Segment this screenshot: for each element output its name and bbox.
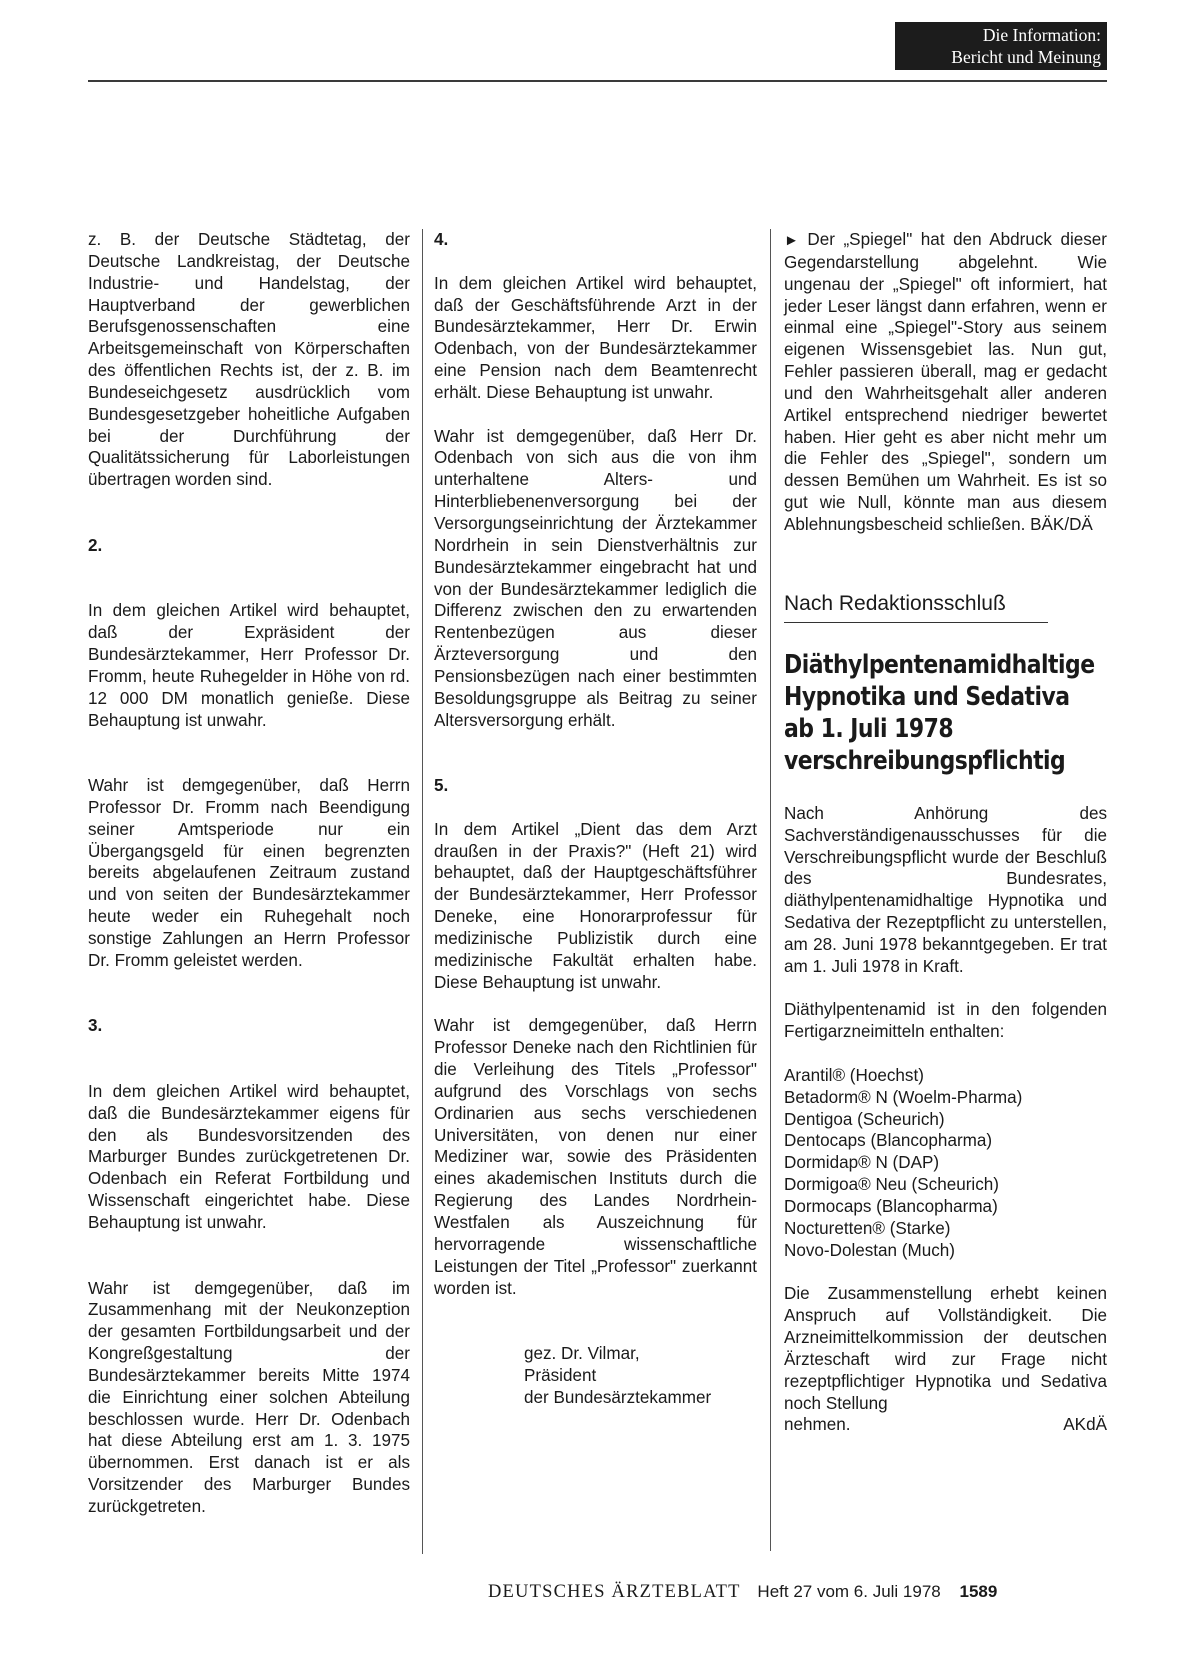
column-divider xyxy=(422,229,423,1554)
page-number: 1589 xyxy=(959,1582,998,1601)
paragraph: In dem gleichen Artikel wird behauptet, daß der Geschäftsführende Arzt in der Bundesärztekammer, Herr Dr. Erwin Odenbach, von der Bundesärztekammer eine Pension nach dem Beamtenrecht erhält. Diese Behauptung ist unwahr. xyxy=(434,273,757,402)
signature-block xyxy=(524,1343,757,1409)
page-footer xyxy=(488,1581,1107,1603)
list-item: Dormidap® N (DAP) xyxy=(784,1153,940,1173)
paragraph-endline xyxy=(784,1414,1107,1436)
column-1 xyxy=(88,229,410,1540)
list-item: Betadorm® N (Woelm-Pharma) xyxy=(784,1087,1023,1107)
author-sign: BÄK/DÄ xyxy=(1030,514,1093,534)
column-2 xyxy=(434,229,757,1409)
paragraph: Nach Anhörung des Sachverständigenausschusses für die Verschreibungspflicht wurde der Beschluß des Bundesrates, diäthylpentenamidhaltige Hypnotika und Sedativa der Rezeptpflicht zu unterstellen, am 28. Juni 1978 bekanntgegeben. Er trat am 1. Juli 1978 in Kraft. xyxy=(784,803,1107,976)
signature-name: gez. Dr. Vilmar, xyxy=(524,1344,640,1364)
paragraph xyxy=(784,229,1107,536)
paragraph: In dem gleichen Artikel wird behauptet, daß die Bundesärztekammer eigens für den als Bundesvorsitzenden des Marburger Bundes zurückgetretenen Dr. Odenbach ein Referat Fortbildung und Wissenschaft eingerichtet habe. Diese Behauptung ist unwahr. xyxy=(88,1081,410,1232)
paragraph: Diäthylpentenamid ist in den folgenden Fertigarzneimitteln enthalten: xyxy=(784,1000,1107,1042)
signature-title: Präsident xyxy=(524,1365,597,1385)
headline-line: Diäthylpentenamidhaltige xyxy=(784,649,1095,680)
paragraph: z. B. der Deutsche Städtetag, der Deutsche Landkreistag, der Deutsche Industrie- und Handelstag, der Hauptverband der gewerblichen Berufsgenossenschaften eine Arbeitsgemeinschaft von Körperschaften des öffentlichen Rechts ist, der z. B. im Bundeseichgesetz ausdrücklich vom Bundesgesetzgeber hoheitliche Aufgaben bei der Durchführung der Qualitätssicherung für Laborleistungen übertragen worden sind. xyxy=(88,230,410,490)
paragraph: In dem Artikel „Dient das dem Arzt draußen in der Praxis?" (Heft 21) wird behauptet, daß der Hauptgeschäftsführer der Bundesärztekammer, Herr Professor Deneke, eine Honorarprofessur für medizinische Publizistik durch eine medizinische Fakultät erhalten habe. Diese Behauptung ist unwahr. xyxy=(434,819,757,992)
rubric-heading: Nach Redaktionsschluß xyxy=(784,590,1048,623)
section-badge xyxy=(895,22,1107,70)
headline-line: Hypnotika und Sedativa xyxy=(784,681,1070,712)
list-item: Arantil® (Hoechst) xyxy=(784,1065,924,1085)
section-number: 5. xyxy=(434,776,449,796)
signature-organization: der Bundesärztekammer xyxy=(524,1387,712,1407)
list-item: Dormigoa® Neu (Scheurich) xyxy=(784,1175,999,1195)
section-number: 2. xyxy=(88,535,103,555)
column-3 xyxy=(784,229,1107,1436)
section-badge-line2: Bericht und Meinung xyxy=(951,47,1101,67)
list-item: Dentigoa (Scheurich) xyxy=(784,1109,945,1129)
list-item: Nocturetten® (Starke) xyxy=(784,1218,951,1238)
journal-name: DEUTSCHES ÄRZTEBLATT xyxy=(488,1582,741,1602)
list-item: Dentocaps (Blancopharma) xyxy=(784,1131,993,1151)
arrow-icon: ► xyxy=(784,232,799,249)
paragraph: Die Zusammenstellung erhebt keinen Anspruch auf Vollständigkeit. Die Arzneimittelkommission der deutschen Ärzteschaft wird zur Frage nicht rezeptpflichtiger Hypnotika und Sedativa noch Stellung xyxy=(784,1284,1107,1413)
paragraph: Wahr ist demgegenüber, daß im Zusammenhang mit der Neukonzeption der gesamten Fortbildungsarbeit und der Kongreßgestaltung der Bundesärztekammer bereits Mitte 1974 die Einrichtung einer solchen Abteilung beschlossen wurde. Herr Dr. Odenbach hat diese Abteilung erst am 1. 3. 1975 übernommen. Erst danach ist er als Vorsitzender des Marburger Bundes zurückgetreten. xyxy=(88,1278,410,1516)
author-sign: AKdÄ xyxy=(1063,1415,1107,1435)
header-rule xyxy=(88,80,1107,82)
section-number: 4. xyxy=(434,230,449,249)
section-number: 3. xyxy=(88,1016,103,1036)
section-badge-line1: Die Information: xyxy=(982,25,1101,45)
issue-info: Heft 27 vom 6. Juli 1978 xyxy=(757,1582,941,1601)
paragraph-end: nehmen. xyxy=(784,1415,851,1435)
headline-line: verschreibungspflichtig xyxy=(784,745,1066,776)
paragraph: Wahr ist demgegenüber, daß Herr Dr. Odenbach von sich aus die von ihm unterhaltene Alters- und Hinterbliebenenversorgung bei der Versorgungseinrichtung der Ärztekammer Nordrhein in sein Dienstverhältnis zur Bundesärztekammer eingebracht hat und von der Bundesärztekammer lediglich die Differenz zwischen den zu erwartenden Rentenbezügen aus dieser Ärzteversorgung und den Pensionsbezügen nach einer bestimmten Besoldungsgruppe als Beitrag zu seiner Altersversorgung erhält. xyxy=(434,426,757,730)
list-item: Dormocaps (Blancopharma) xyxy=(784,1197,998,1216)
list-item: Novo-Dolestan (Much) xyxy=(784,1240,955,1260)
article-headline xyxy=(784,649,1111,777)
drug-list xyxy=(784,1065,1107,1262)
paragraph-text: Der „Spiegel" hat den Abdruck dieser Gegendarstellung abgelehnt. Wie ungenau der „Spiegel" oft informiert, hat jeder Leser längst dann erfahren, wenn er einmal eine „Spiegel"-Story aus seinem eigenen Wissensgebiet las. Nun gut, Fehler passieren überall, mag er gedacht und den Wahrheitsgehalt aller anderen Artikel entsprechend niedriger bewertet haben. Hier geht es aber nicht mehr um die Fehler des „Spiegel", sondern um dessen Bemühen um Wahrheit. Es ist so gut wie Null, könnte man aus diesem Ablehnungsbescheid schließen. xyxy=(784,230,1108,534)
paragraph: Wahr ist demgegenüber, daß Herrn Professor Dr. Fromm nach Beendigung seiner Amtsperiode nur ein Übergangsgeld für einen begrenzten bereits abgelaufenen Zeitraum zustand und von seiten der Bundesärztekammer heute weder ein Ruhegehalt noch sonstige Zahlungen an Herrn Professor Dr. Fromm geleistet werden. xyxy=(88,776,410,970)
paragraph: Wahr ist demgegenüber, daß Herrn Professor Deneke nach den Richtlinien für die Verleihung des Titels „Professor" aufgrund des Vorschlags von sechs Ordinarien aus sechs verschiedenen Universitäten, von denen nur einer Mediziner war, sowie des Präsidenten eines akademischen Instituts durch die Regierung des Landes Nordrhein-Westfalen als Auszeichnung für hervorragende wissenschaftliche Leistungen der Titel „Professor" zuerkannt worden ist. xyxy=(434,1016,757,1298)
paragraph: In dem gleichen Artikel wird behauptet, daß der Expräsident der Bundesärztekammer, Herr Professor Dr. Fromm, heute Ruhegelder in Höhe von rd. 12 000 DM monatlich genieße. Diese Behauptung ist unwahr. xyxy=(88,601,410,730)
column-divider xyxy=(770,229,771,1551)
headline-line: ab 1. Juli 1978 xyxy=(784,713,954,744)
